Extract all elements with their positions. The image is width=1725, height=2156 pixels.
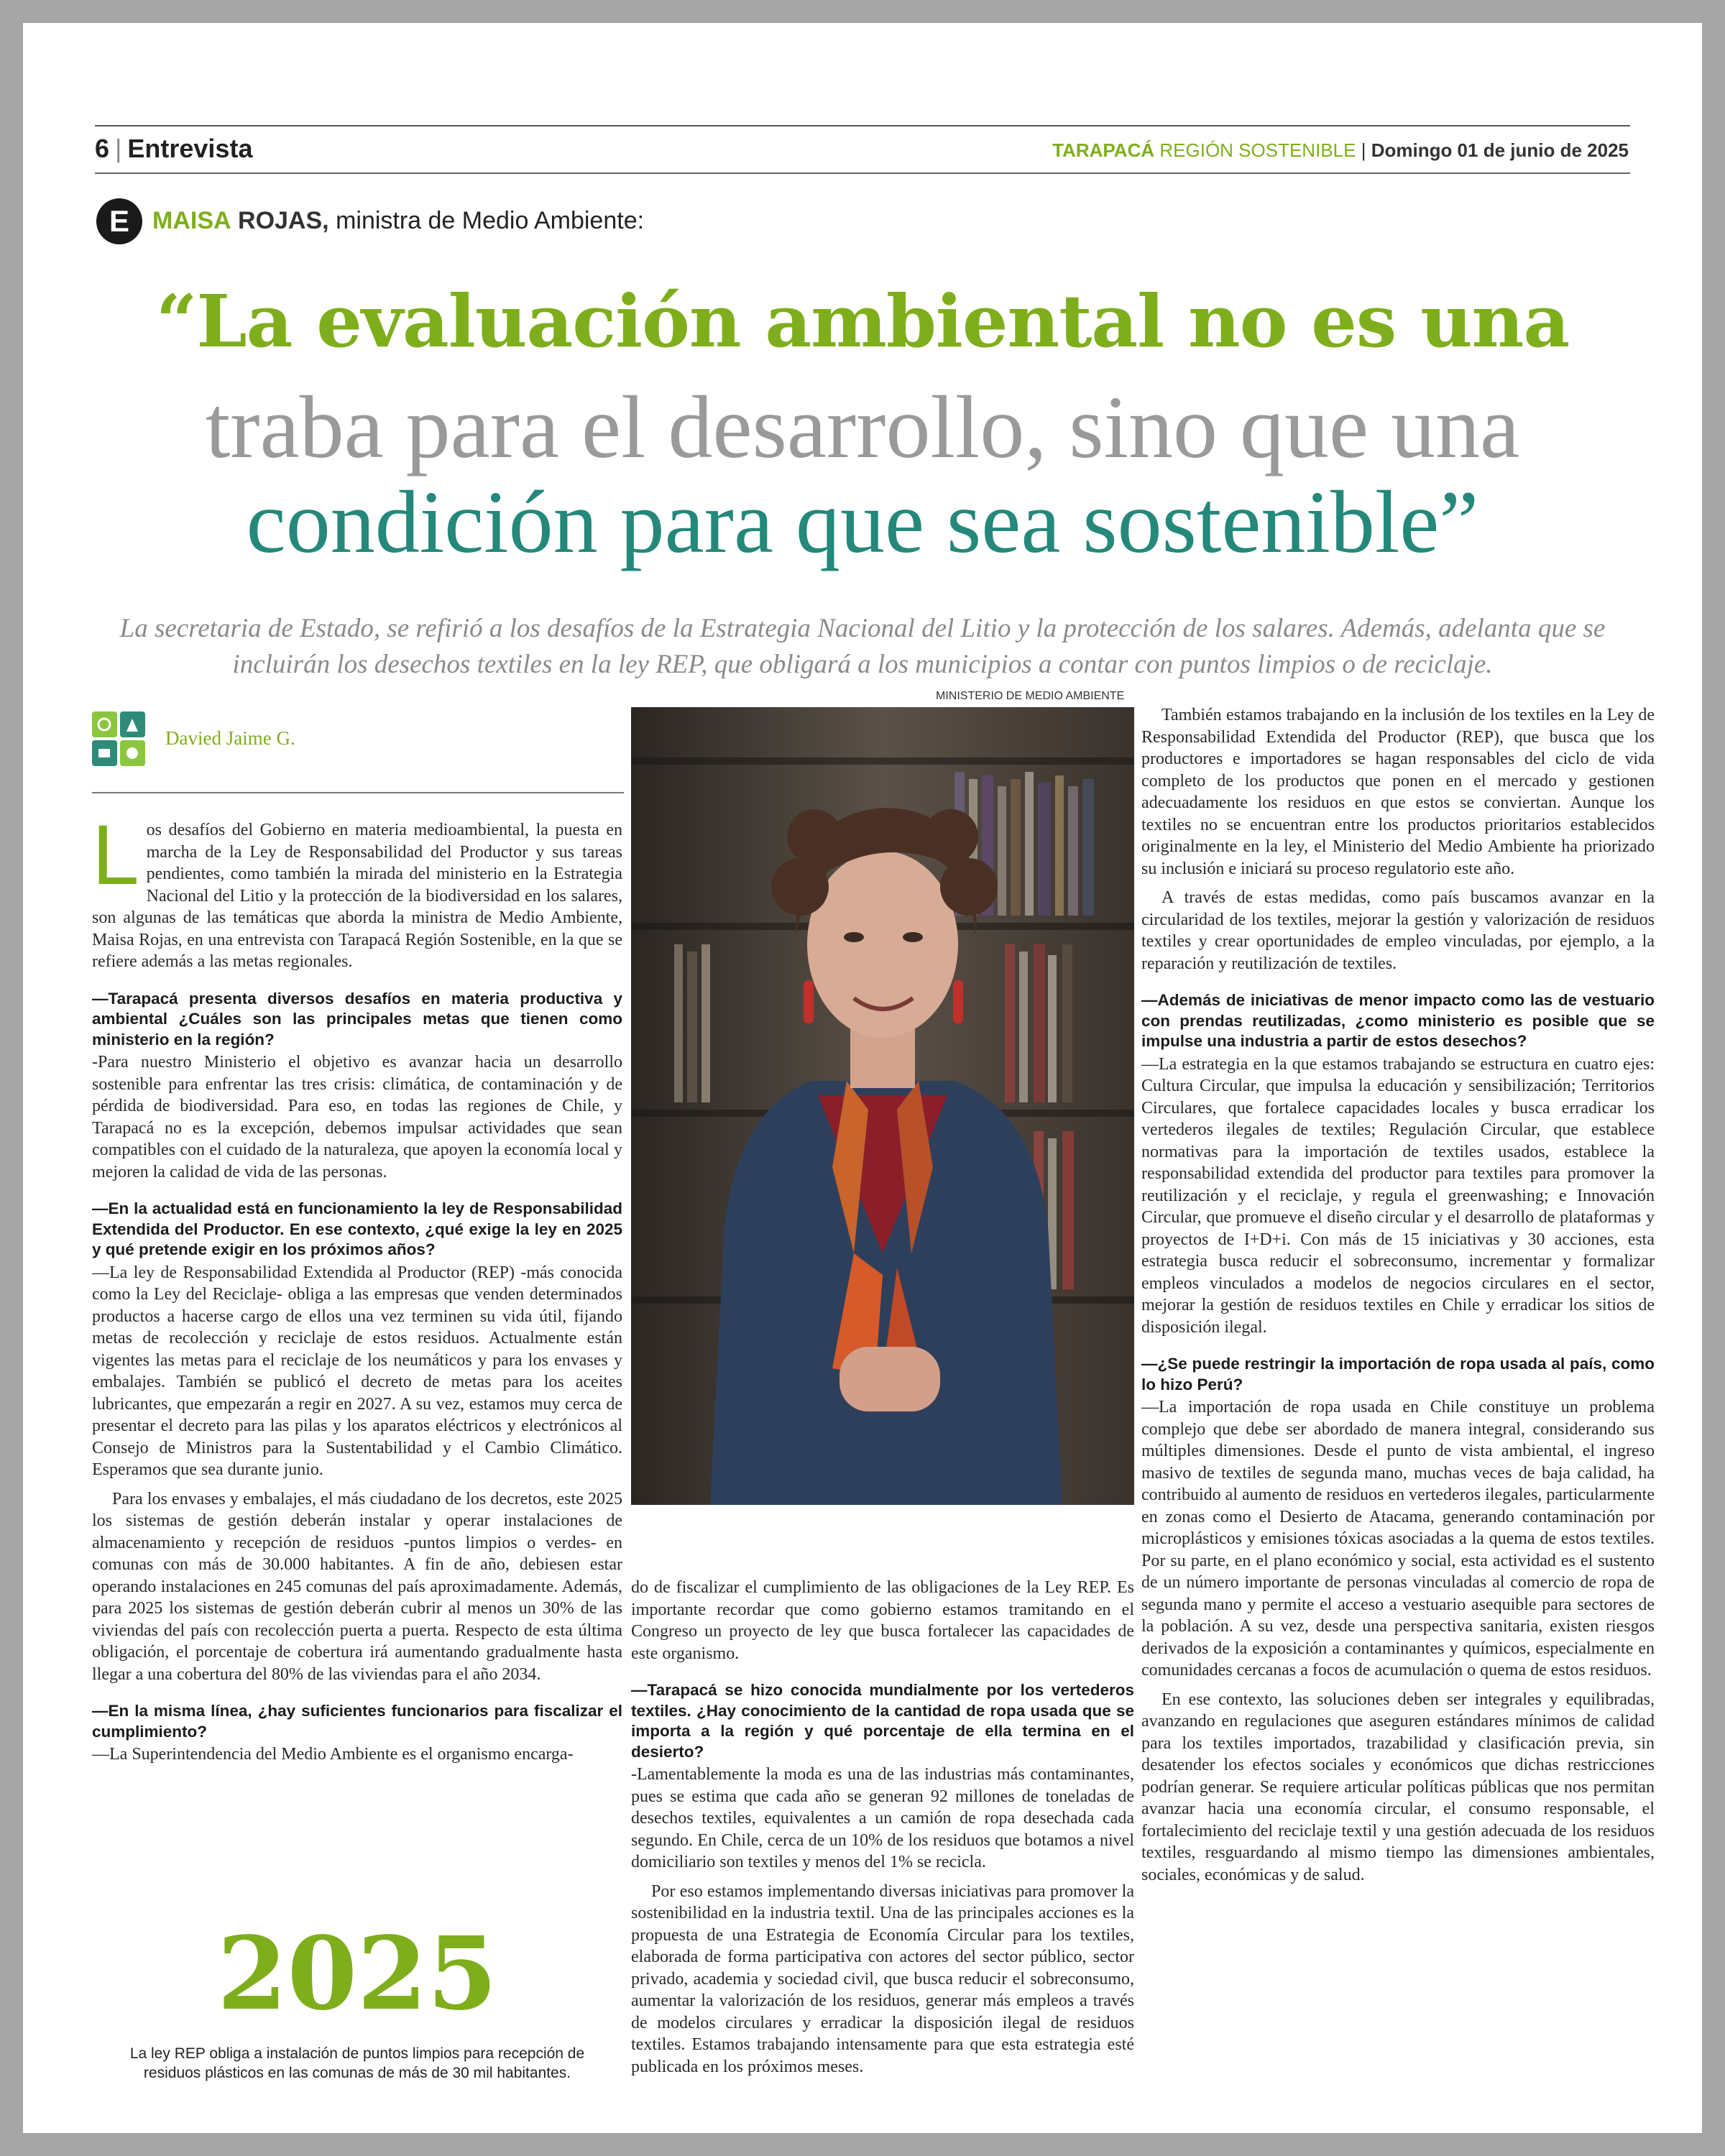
answer-4-paragraph-3: También estamos trabajando en la inclusión de los textiles en la Ley de Responsabilidad Extendida del Productor (REP), que busca que los productores e importadores se hagan responsables del ciclo de vida completo de los productos que ponen en el mercado y gestionen adecuadamente los residuos en que estos se conviertan. Aunque los textiles no se encuentran entre los productos prioritarios establecidos originalmente en la ley, el Ministerio del Medio Ambiente ha priorizado su inclusión e iniciará su proceso regulatorio este año. bbox=[1141, 706, 1655, 878]
headline-line-1: “La evaluación ambiental no es una bbox=[155, 279, 1570, 364]
answer-2-paragraph-2: Para los envases y embalajes, el más ciudadano de los decretos, este 2025 los sistemas de gestión deberán instalar y operar instalaciones de almacenamiento y recepción de residuos -puntos limpios o verdes- en comunas con más de 30.000 habitantes. A fin de año, debiesen estar operando instalaciones en 245 comunas del país aproximadamente. Además, para 2025 los sistemas de gestión deberán cubrir al menos un 30% de las viviendas del país con recolección puerta a puerta. Respecto de esta última obligación, el porcentaje de cobertura irá aumentando gradualmente hasta llegar a una cobertura del 80% de las viviendas para el año 2034. bbox=[92, 1489, 622, 1684]
author-rule bbox=[92, 792, 624, 793]
answer-4-paragraph-2: Por eso estamos implementando diversas iniciativas para promover la sostenibilidad en la industria textil. Una de las principales acciones es la propuesta de una Estrategia de Economía Circular para los textiles, elaborada de forma participativa con actores del sector público, sector privado, academia y sociedad civil, que busca reducir el sobreconsumo, aumentar la valorización de los residuos, generar más empleos a través de modelos circulares y erradicar la disposición ilegal de residuos textiles. Estamos trabajando intensamente para que esta estrategia esté publicada en los próximos meses. bbox=[631, 1881, 1134, 2076]
answer-4: -Lamentablemente la moda es una de las industrias más contaminantes, pues se estima que cada año se generan 92 millones de toneladas de desechos textiles, equivalentes a un camión de ropa desechada cada segundo. En Chile, cerca de un 10% de los residuos que botamos a nivel domiciliario son textiles y menos del 1% se recicla. bbox=[631, 1765, 1134, 1871]
question-1: —Tarapacá presenta diversos desafíos en materia productiva y ambiental ¿Cuáles son las principales metas que tienen como ministerio en la región? bbox=[92, 989, 622, 1049]
page-section-label bbox=[95, 134, 252, 164]
question-3: —En la misma línea, ¿hay suficientes funcionarios para fiscalizar el cumplimiento? bbox=[92, 1702, 622, 1741]
answer-3-start: —La Superintendencia del Medio Ambiente es el organismo encarga- bbox=[92, 1745, 574, 1764]
brand-light: REGIÓN SOSTENIBLE bbox=[1159, 139, 1356, 161]
article-column-3 bbox=[1141, 704, 1655, 1893]
answer-3-continued: do de fiscalizar el cumplimiento de las obligaciones de la Ley REP. Es importante recordar que como gobierno estamos tramitando en el Congreso un proyecto de ley que busca fortalecer las capacidades de este organismo. bbox=[631, 1578, 1134, 1663]
separator: | bbox=[1361, 139, 1366, 161]
separator: | bbox=[115, 134, 122, 163]
author-first-name: Davied bbox=[165, 727, 221, 749]
photo-credit: MINISTERIO DE MEDIO AMBIENTE bbox=[936, 690, 1125, 702]
question-2: —En la actualidad está en funcionamiento la ley de Responsabilidad Extendida del Productor. En ese contexto, ¿qué exige la ley en 2025 y qué pretende exigir en los próximos años? bbox=[92, 1199, 622, 1258]
newspaper-page bbox=[23, 23, 1702, 2133]
interview-badge: E bbox=[96, 198, 142, 244]
drop-cap: L bbox=[92, 808, 139, 903]
answer-5: —La estrategia en la que estamos trabajando se estructura en cuatro ejes: Cultura Circular, que impulsa la educación y sensibilización; Territorios Circulares, que fortalece capacidades locales y busca erradicar los vertederos ilegales de textiles; Regulación Circular, que establece normativas para la importación de textiles usados, establece la responsabilidad extendida del productor para textiles para promover la reutilización y el reciclaje, y regula el greenwashing; e Innovación Circular, que promueve el diseño circular y el desarrollo de plataformas y proyectos de I+D+i. Con más de 15 iniciativas y 30 acciones, esta estrategia busca reducir el sobreconsumo, incrementar y formalizar empleos vinculados a modelos de negocios circulares en el sector, mejorar la gestión de residuos textiles en Chile y erradicar los sitios de disposición ilegal. bbox=[1141, 1054, 1655, 1337]
question-5: —Además de iniciativas de menor impacto como las de vestuario con prendas reutilizadas, ¿como ministerio es posible que se impulse una industria a partir de estos desechos? bbox=[1141, 991, 1655, 1050]
headline-line-3: condición para que sea sostenible” bbox=[246, 473, 1479, 571]
author-byline bbox=[165, 727, 295, 750]
page-number: 6 bbox=[95, 134, 110, 163]
interviewee-first-name: MAISA bbox=[152, 207, 231, 234]
publication-info bbox=[1052, 139, 1629, 162]
intro-paragraph bbox=[92, 808, 622, 973]
section-name: Entrevista bbox=[127, 134, 253, 163]
article-column-2 bbox=[631, 1577, 1134, 2085]
header-top-rule bbox=[95, 125, 1630, 126]
headline-line-2: traba para el desarrollo, sino que una bbox=[205, 378, 1520, 476]
question-6: —¿Se puede restringir la importación de ropa usada al país, como lo hizo Perú? bbox=[1141, 1355, 1655, 1393]
intro-text: os desafíos del Gobierno en materia medioambiental, la puesta en marcha de la Ley de Responsabilidad del Productor y sus tareas pendientes, como también la mirada del ministerio en la Estrategia Nacional del Litio y la protección de la biodiversidad en los salares, son algunas de las temáticas que aborda la ministra de Medio Ambiente, Maisa Rojas, en una entrevista con Tarapacá Región Sostenible, en la que se refiere además a las metas regionales. bbox=[92, 821, 622, 971]
article-column-1 bbox=[92, 808, 622, 1773]
portrait-photo bbox=[631, 707, 1134, 1505]
interviewee-role: ministra de Medio Ambiente: bbox=[336, 207, 645, 234]
answer-6-paragraph-2: En ese contexto, las soluciones deben ser integrales y equilibradas, avanzando en regulaciones que aseguren estándares mínimos de calidad para los textiles importados, trazabilidad y clasificación previa, sin desatender los efectos sociales y económicos que dichas restricciones podrían generar. Se requiere articular políticas públicas que nos permitan avanzar hacia una economía circular, el consumo responsable, el fortalecimiento del reciclaje textil y una gestión adecuada de los residuos textiles, resguardando al mismo tiempo las dimensiones ambientales, sociales, económicas y de salud. bbox=[1141, 1690, 1655, 1884]
article-deck: La secretaria de Estado, se refirió a los desafíos de la Estrategia Nacional del Litio y la protección de los salares. Además, adelanta que se incluirán los desechos textiles en la ley REP, que obligará a los municipios a contar con puntos limpios o de reciclaje. bbox=[119, 614, 1606, 679]
callout-year: 2025 bbox=[217, 1915, 497, 2033]
answer-6: —La importación de ropa usada en Chile constituye un problema complejo que debe ser abordado de manera integral, considerando sus múltiples dimensiones. Desde el punto de vista ambiental, el ingreso masivo de textiles de segunda mano, muchas veces de baja calidad, ha contribuido al aumento de residuos en vertederos ilegales, particularmente en zonas como el Desierto de Atacama, generando contaminación por microplásticos y emisiones tóxicas asociadas a la quema de estos textiles. Por su parte, en el plano económico y social, esta actividad es el sustento de un número importante de personas vinculadas al comercio de ropa de segunda mano y permite el acceso a vestuario asequible para sectores de la población. A su vez, desde una perspectiva sanitaria, existen riesgos derivados de la exposición a contaminantes y químicos, especialmente en comunidades cercanas a focos de acumulación o quema de estos residuos. bbox=[1141, 1398, 1655, 1680]
answer-1: -Para nuestro Ministerio el objetivo es avanzar hacia un desarrollo sostenible para enfrentar las tres crisis: climática, de contaminación y de pérdida de biodiversidad. Para eso, en todas las regiones de Chile, y Tarapacá no es la excepción, debemos impulsar actividades que sean compatibles con el cuidado de la naturaleza, que apoyen la economía local y mejoren la calidad de vida de las personas. bbox=[92, 1053, 622, 1181]
interviewee-line bbox=[152, 207, 644, 235]
interviewee-last-name: ROJAS, bbox=[238, 207, 329, 234]
answer-2: —La ley de Responsabilidad Extendida al Productor (REP) -más conocida como la Ley del Reciclaje- obliga a las empresas que venden determinados productos a hacerse cargo de ellos una vez terminen su vida útil, fijando metas de recolección y reciclaje de estos residuos. Actualmente están vigentes las metas para el reciclaje de los neumáticos y para los envases y embalajes. También se publicó el decreto de metas para los aceites lubricantes, que empezarán a regir en 2027. A su vez, estamos muy cerca de presentar el decreto para las pilas y los aparatos eléctricos y electrónicos al Consejo de Ministros para la Sustentabilidad y el Cambio Climático. Esperamos que sea durante junio. bbox=[92, 1263, 622, 1479]
answer-4-paragraph-4: A través de estas medidas, como país buscamos avanzar en la circularidad de los textiles, mejorar la gestión y valorización de residuos textiles y crear oportunidades de empleo vinculadas, por ejemplo, a la reparación y reutilización de textiles. bbox=[1141, 888, 1655, 973]
issue-date: Domingo 01 de junio de 2025 bbox=[1371, 139, 1629, 161]
callout-caption: La ley REP obliga a instalación de puntos limpios para recepción de residuos plásticos en las comunas de más de 30 mil habitantes. bbox=[129, 2045, 585, 2081]
author-logo-icon bbox=[92, 711, 145, 766]
header-bottom-rule bbox=[95, 172, 1630, 174]
brand-strong: TARAPACÁ bbox=[1052, 139, 1155, 161]
question-4: —Tarapacá se hizo conocida mundialmente por los vertederos textiles. ¿Hay conocimiento de la cantidad de ropa usada que se importa a la región y qué porcentaje de ella termina en el desierto? bbox=[631, 1681, 1134, 1761]
author-last-name: Jaime G. bbox=[226, 727, 295, 749]
